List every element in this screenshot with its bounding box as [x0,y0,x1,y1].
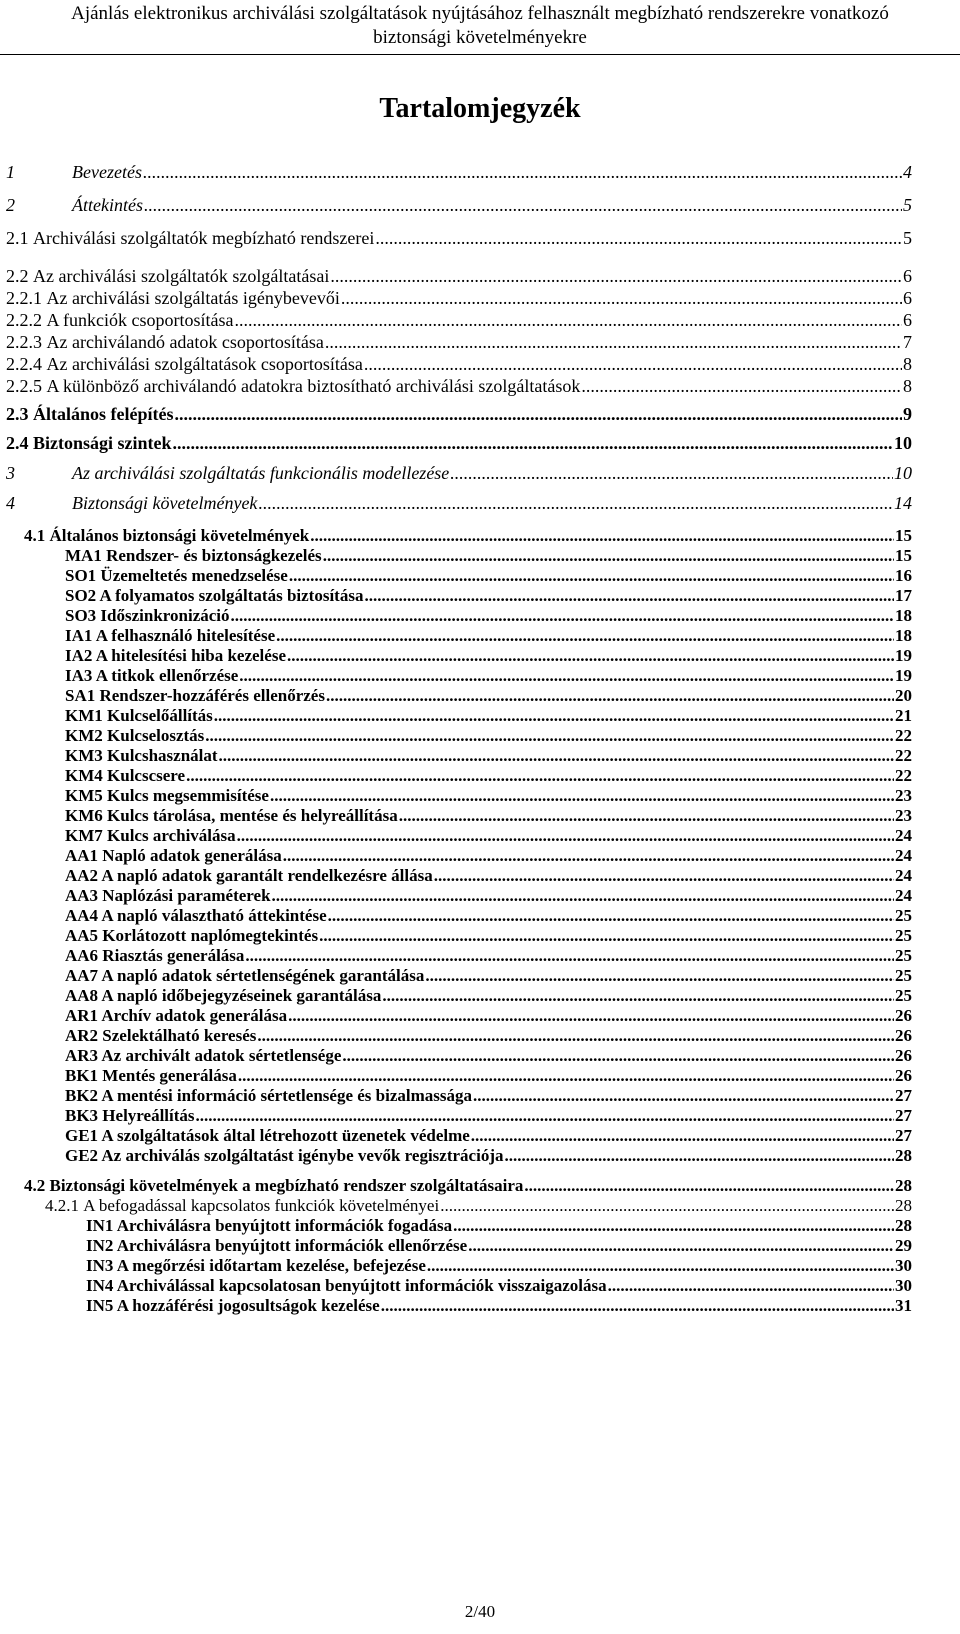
toc-entry-number: 2.2 [6,266,29,286]
toc-entry[interactable] [65,806,912,826]
toc-entry[interactable] [6,493,912,513]
toc-leader [342,1046,894,1066]
toc-leader [173,433,893,453]
toc-entry-number: 2.2.4 [6,354,42,374]
toc-entry-text: Archiválási szolgáltatók megbízható rendszerei [33,228,375,248]
toc-entry-text: BK1 Mentés generálása [65,1066,237,1085]
toc-entry[interactable] [6,228,912,248]
toc-entry-page: 27 [895,1086,912,1105]
toc-leader [289,566,894,586]
toc-leader [258,493,893,513]
toc-leader [608,1276,894,1296]
toc-entry-page: 6 [903,310,912,330]
toc-leader [214,706,894,726]
toc-entry-number: 2.4 [6,433,29,453]
toc-leader [239,666,894,686]
toc-entry-text: AA1 Napló adatok generálása [65,846,282,865]
toc-entry-text: AA2 A napló adatok garantált rendelkezésre állása [65,866,433,885]
toc-entry[interactable] [6,162,912,182]
toc-entry-page: 21 [895,706,912,725]
toc-entry-number: 1 [6,162,15,182]
toc-leader [238,1066,894,1086]
toc-entry[interactable] [65,766,912,786]
toc-entry[interactable] [65,706,912,726]
toc-entry-text: MA1 Rendszer- és biztonságkezelés [65,546,322,565]
toc-entry-page: 22 [895,746,912,765]
toc-entry[interactable] [86,1296,912,1316]
toc-entry-page: 19 [895,646,912,665]
toc-entry[interactable] [65,906,912,926]
toc-entry[interactable] [65,666,912,686]
toc-entry-text: IN4 Archiválással kapcsolatosan benyújtott információk visszaigazolása [86,1276,607,1295]
toc-entry-text: Az archiválandó adatok csoportosítása [46,332,324,352]
table-of-contents [0,162,960,1316]
toc-entry-text: SO1 Üzemeltetés menedzselése [65,566,288,585]
toc-entry-number: 4 [6,493,15,513]
toc-entry-number: 2.3 [6,404,29,424]
toc-leader [231,606,894,626]
toc-leader [174,404,902,424]
toc-entry-number: 2.2.2 [6,310,42,330]
toc-entry-page: 10 [894,463,912,483]
toc-entry-text: KM6 Kulcs tárolása, mentése és helyreállítása [65,806,398,825]
toc-entry-text: Biztonsági szintek [33,433,172,453]
toc-entry-page: 26 [895,1066,912,1085]
toc-entry-text: AA5 Korlátozott naplómegtekintés [65,926,319,945]
toc-entry-page: 22 [895,766,912,785]
toc-leader [323,546,894,566]
toc-leader [450,463,893,483]
toc-leader [272,886,894,906]
toc-entry-text: A befogadással kapcsolatos funkciók követelményei [83,1196,440,1215]
toc-entry-text: IN2 Archiválásra benyújtott információk ellenőrzése [86,1236,468,1255]
toc-entry-text: AA7 A napló adatok sértetlenségének garantálása [65,966,425,985]
toc-entry[interactable] [65,566,912,586]
toc-entry-text: IN5 A hozzáférési jogosultságok kezelése [86,1296,380,1315]
toc-entry-page: 28 [895,1196,912,1215]
toc-entry-page: 22 [895,726,912,745]
toc-entry-page: 19 [895,666,912,685]
toc-entry[interactable] [6,195,912,215]
toc-entry-page: 28 [895,1146,912,1165]
toc-entry-number: 2.2.3 [6,332,42,352]
toc-entry-page: 31 [895,1296,912,1315]
running-header [0,0,960,50]
toc-leader [504,1146,894,1166]
toc-entry-page: 26 [895,1046,912,1065]
toc-entry-page: 8 [903,376,912,396]
header-line-1: Ajánlás elektronikus archiválási szolgáltatások nyújtásához felhasznált megbízható rendszerekre vonatkozó [71,3,889,24]
toc-leader [310,526,894,546]
toc-leader [382,986,894,1006]
toc-leader [326,686,894,706]
toc-entry-page: 25 [895,926,912,945]
requirements-list [0,1216,960,1316]
toc-entry-text: KM1 Kulcselőállítás [65,706,213,725]
toc-leader [245,946,894,966]
toc-entry-number: 2.2.5 [6,376,42,396]
toc-entry-text: AA4 A napló választható áttekintése [65,906,327,925]
toc-entry-text: IA3 A titkok ellenőrzése [65,666,239,685]
toc-entry-text: Általános biztonsági követelmények [49,526,310,545]
toc-entry-text: KM2 Kulcselosztás [65,726,205,745]
toc-entry-page: 5 [903,228,912,248]
toc-entry-page: 27 [895,1106,912,1125]
toc-entry-page: 7 [903,332,912,352]
toc-entry-page: 8 [903,354,912,374]
toc-entry[interactable] [65,606,912,626]
toc-leader [143,162,902,182]
toc-entry[interactable] [65,1146,912,1166]
toc-leader [237,826,894,846]
toc-entry-page: 25 [895,906,912,925]
toc-leader [425,966,894,986]
toc-entry[interactable] [24,526,912,546]
toc-entry-text: BK2 A mentési információ sértetlensége és bizalmassága [65,1086,472,1105]
toc-entry-number: 2.1 [6,228,29,248]
toc-entry-text: Biztonsági követelmények a megbízható rendszer szolgáltatásaira [49,1176,524,1195]
toc-leader [283,846,894,866]
toc-entry-page: 30 [895,1276,912,1295]
toc-leader [434,866,894,886]
toc-entry-text: AR2 Szelektálható keresés [65,1026,257,1045]
toc-leader [325,332,902,352]
toc-entry[interactable] [6,433,912,453]
toc-entry[interactable] [65,846,912,866]
toc-entry[interactable] [65,726,912,746]
toc-leader [581,376,902,396]
toc-leader [328,906,894,926]
toc-entry-page: 14 [894,493,912,513]
toc-entry-number: 3 [6,463,15,483]
toc-entry-page: 18 [895,626,912,645]
toc-entry-page: 9 [903,404,912,424]
toc-entry-text: BK3 Helyreállítás [65,1106,195,1125]
toc-entry-page: 27 [895,1126,912,1145]
toc-entry[interactable] [6,332,912,352]
toc-entry-page: 26 [895,1006,912,1025]
toc-entry-text: GE1 A szolgáltatások által létrehozott üzenetek védelme [65,1126,470,1145]
toc-entry-text: IA1 A felhasználó hitelesítése [65,626,276,645]
toc-entry-number: 2 [6,195,15,215]
toc-entry-text: KM5 Kulcs megsemmisítése [65,786,269,805]
toc-entry[interactable] [65,966,912,986]
toc-entry[interactable] [86,1276,912,1296]
toc-leader [364,586,894,606]
toc-entry[interactable] [65,546,912,566]
toc-leader [257,1026,894,1046]
toc-leader [381,1296,894,1316]
toc-entry-page: 24 [895,846,912,865]
toc-entry-text: AA8 A napló időbejegyzéseinek garantálása [65,986,382,1005]
toc-entry[interactable] [65,746,912,766]
toc-entry[interactable] [65,1006,912,1026]
toc-leader [319,926,894,946]
toc-entry-page: 6 [903,266,912,286]
toc-entry-text: Általános felépítés [33,404,174,424]
toc-entry-page: 15 [895,526,912,545]
toc-entry-text: Az archiválási szolgáltatók szolgáltatásai [33,266,330,286]
toc-entry-text: IA2 A hitelesítési hiba kezelése [65,646,286,665]
toc-entry[interactable] [65,826,912,846]
toc-entry-text: AR3 Az archivált adatok sértetlensége [65,1046,342,1065]
toc-entry-page: 29 [895,1236,912,1255]
toc-entry[interactable] [6,463,912,483]
toc-entry-text: Az archiválási szolgáltatások csoportosítása [46,354,363,374]
toc-leader [341,288,902,308]
toc-entry-page: 24 [895,866,912,885]
toc-entry[interactable] [65,946,912,966]
toc-entry-text: KM7 Kulcs archiválása [65,826,236,845]
toc-entry-page: 25 [895,986,912,1005]
toc-entry[interactable] [6,376,912,396]
toc-entry-page: 23 [895,806,912,825]
toc-leader [471,1126,894,1146]
toc-entry-text: IN3 A megőrzési időtartam kezelése, befejezése [86,1256,426,1275]
toc-entry[interactable] [65,1026,912,1046]
toc-entry-page: 18 [895,606,912,625]
toc-entry-text: GE2 Az archiválás szolgáltatást igénybe vevők regisztrációja [65,1146,504,1165]
toc-leader [427,1256,894,1276]
toc-entry-text: SA1 Rendszer-hozzáférés ellenőrzés [65,686,325,705]
toc-entry[interactable] [65,1066,912,1086]
toc-entry[interactable] [65,926,912,946]
toc-entry-page: 16 [895,566,912,585]
toc-entry-text: AA6 Riasztás generálása [65,946,245,965]
toc-entry[interactable] [6,310,912,330]
toc-entry-number: 4.2 [24,1176,46,1195]
toc-leader [144,195,902,215]
toc-entry[interactable] [86,1236,912,1256]
toc-leader [287,646,894,666]
toc-entry-text: KM3 Kulcshasználat [65,746,218,765]
toc-entry-text: Biztonsági követelmények [72,493,258,513]
toc-leader [468,1236,894,1256]
toc-entry[interactable] [6,288,912,308]
toc-entry[interactable] [65,866,912,886]
toc-entry[interactable] [65,1126,912,1146]
requirements-list [0,546,960,1166]
toc-entry-text: Az archiválási szolgáltatás funkcionális modellezése [72,463,450,483]
toc-entry-page: 30 [895,1256,912,1275]
toc-leader [524,1176,894,1196]
toc-entry[interactable] [65,586,912,606]
toc-entry[interactable] [65,626,912,646]
toc-entry-text: A funkciók csoportosítása [46,310,234,330]
header-divider [0,54,960,55]
toc-entry-text: SO2 A folyamatos szolgáltatás biztosítása [65,586,364,605]
toc-leader [440,1196,894,1216]
toc-entry[interactable] [65,886,912,906]
toc-entry[interactable] [45,1196,912,1216]
toc-entry-page: 15 [895,546,912,565]
toc-entry-page: 10 [894,433,912,453]
toc-entry[interactable] [65,646,912,666]
toc-leader [399,806,894,826]
toc-entry-page: 23 [895,786,912,805]
toc-entry[interactable] [24,1176,912,1196]
toc-entry[interactable] [86,1256,912,1276]
toc-entry[interactable] [65,1106,912,1126]
toc-leader [219,746,894,766]
toc-entry-page: 17 [895,586,912,605]
toc-entry-text: Bevezetés [72,162,142,182]
toc-entry-text: IN1 Archiválásra benyújtott információk fogadása [86,1216,453,1235]
toc-leader [276,626,894,646]
toc-entry-page: 24 [895,886,912,905]
toc-leader [364,354,902,374]
toc-leader [288,1006,894,1026]
toc-entry-page: 25 [895,946,912,965]
toc-entry-page: 24 [895,826,912,845]
toc-entry-page: 4 [903,162,912,182]
toc-leader [270,786,894,806]
header-line-2: biztonsági követelményekre [373,27,587,48]
toc-entry[interactable] [6,354,912,374]
toc-entry-page: 28 [895,1216,912,1235]
toc-leader [196,1106,894,1126]
toc-entry-page: 5 [903,195,912,215]
toc-entry[interactable] [65,986,912,1006]
toc-entry[interactable] [65,1086,912,1106]
toc-entry-text: Áttekintés [72,195,143,215]
toc-entry[interactable] [6,266,912,286]
toc-entry-number: 2.2.1 [6,288,42,308]
toc-entry-page: 26 [895,1026,912,1045]
toc-entry[interactable] [65,786,912,806]
toc-entry-text: A különböző archiválandó adatokra biztosítható archiválási szolgáltatások [46,376,581,396]
page-number: 2/40 [464,1602,496,1621]
toc-entry-text: Az archiválási szolgáltatás igénybevevői [46,288,340,308]
toc-leader [453,1216,894,1236]
toc-entry-number: 4.1 [24,526,46,545]
toc-entry[interactable] [65,686,912,706]
toc-entry-text: KM4 Kulcscsere [65,766,186,785]
toc-leader [234,310,902,330]
toc-leader [375,228,902,248]
toc-entry-text: SO3 Időszinkronizáció [65,606,230,625]
toc-entry[interactable] [6,404,912,424]
toc-entry-text: AA3 Naplózási paraméterek [65,886,271,905]
toc-entry[interactable] [65,1046,912,1066]
toc-entry-number: 4.2.1 [45,1196,79,1215]
toc-entry[interactable] [86,1216,912,1236]
toc-title: Tartalomjegyzék [379,93,581,124]
toc-leader [186,766,894,786]
toc-leader [473,1086,894,1106]
toc-leader [205,726,894,746]
toc-entry-page: 6 [903,288,912,308]
toc-entry-page: 20 [895,686,912,705]
toc-entry-page: 25 [895,966,912,985]
toc-entry-text: AR1 Archív adatok generálása [65,1006,288,1025]
toc-entry-page: 28 [895,1176,912,1195]
toc-leader [330,266,902,286]
